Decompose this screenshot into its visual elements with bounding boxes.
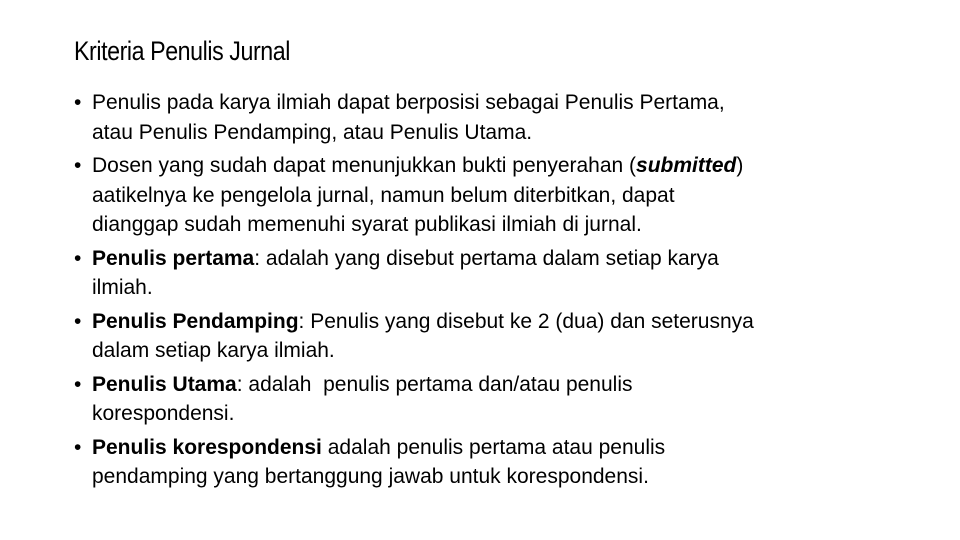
bullet-item [74,307,914,366]
bullet-line: dalam setiap karya ilmiah. [92,339,335,362]
bullet-line [92,307,914,337]
bullet-text: ) [736,154,744,177]
slide-title: Kriteria Penulis Jurnal [74,36,290,66]
bullet-dot: • [74,91,82,114]
bullet-item [74,244,914,303]
bullet-text: Dosen yang sudah dapat menunjukkan bukti penyerahan ( [92,154,637,177]
bullet-item [74,433,914,492]
bullet-line: atau Penulis Pendamping, atau Penulis Utama. [92,120,533,144]
bullet-term: Penulis korespondensi [92,435,322,459]
bullet-dot: • [74,309,82,333]
bullet-text: : adalah yang disebut pertama dalam setiap karya [254,246,719,270]
bullet-dot: • [74,372,82,396]
bullet-line [92,433,914,463]
bullet-line: ilmiah. [92,276,153,299]
bullet-list [74,88,914,496]
bullet-line [92,151,914,181]
bullet-line: pendamping yang bertanggung jawab untuk korespondensi. [92,465,649,488]
bullet-term: Penulis Utama [92,372,237,396]
bullet-text: adalah penulis pertama atau penulis [321,435,666,459]
bullet-dot: • [74,154,82,177]
bullet-text: : adalah penulis pertama dan/atau penulis [236,372,633,396]
bullet-line: dianggap sudah memenuhi syarat publikasi ilmiah di jurnal. [92,213,642,236]
bullet-item [74,370,914,429]
bullet-term: Penulis Pendamping [92,309,299,333]
bullet-item [74,88,914,147]
bullet-emphasis: submitted [636,154,737,177]
bullet-text: : Penulis yang disebut ke 2 (dua) dan seterusnya [298,309,754,333]
bullet-item [74,151,914,240]
bullet-dot: • [74,246,82,270]
bullet-line [92,244,914,274]
bullet-term: Penulis pertama [92,246,255,270]
bullet-line: korespondensi. [92,402,235,425]
bullet-line: Penulis pada karya ilmiah dapat berposisi sebagai Penulis Pertama, [92,91,725,114]
bullet-dot: • [74,435,82,459]
bullet-line: aatikelnya ke pengelola jurnal, namun belum diterbitkan, dapat [92,183,675,207]
bullet-line [92,370,914,400]
